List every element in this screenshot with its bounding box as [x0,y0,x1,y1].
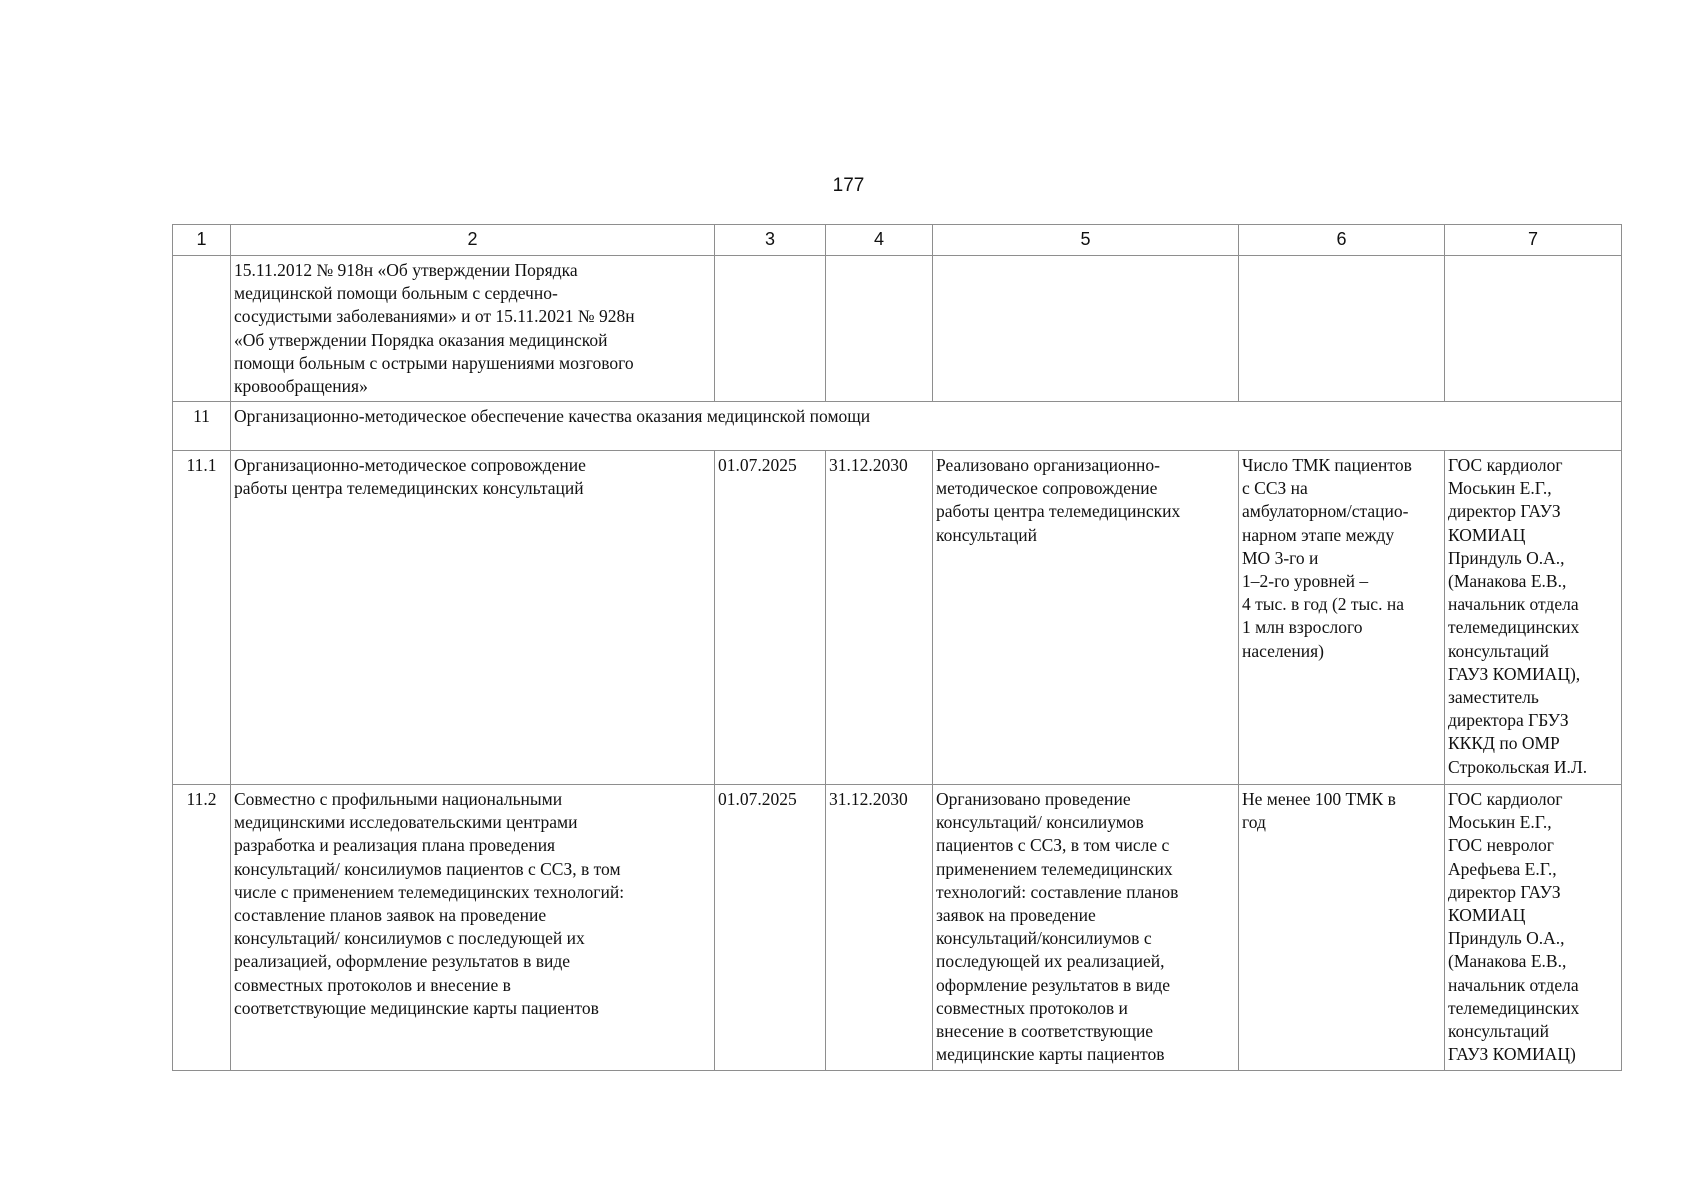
text-line: сосудистыми заболеваниями» и от 15.11.2021 № 928н [234,306,635,327]
text-line: 1–2-го уровней – [1242,571,1369,592]
result-cell [933,451,1239,785]
table-row [173,785,1622,1071]
text-line: нарном этапе между [1242,524,1395,545]
text-line: Организационно-методическое сопровождение [234,455,586,475]
row-number: 11.2 [173,785,231,1071]
text-line: директора ГБУЗ [1448,710,1569,731]
text-line: Число ТМК пациентов [1242,455,1412,475]
text-line: составление планов заявок на проведение [234,905,547,926]
text-line: применением телемедицинских [936,858,1173,879]
column-header-5: 5 [933,225,1239,256]
text-line: числе с применением телемедицинских технологий: [234,881,625,902]
text-line: Строкольская И.Л. [1448,756,1588,777]
section-title: Организационно-методическое обеспечение качества оказания медицинской помощи [231,402,1622,451]
text-line: ГОС кардиолог [1448,789,1563,809]
text-line: технологий: составление планов [936,881,1179,902]
text-line: 4 тыс. в год (2 тыс. на [1242,594,1404,615]
column-header-3: 3 [715,225,826,256]
text-line: медицинскими исследовательскими центрами [234,812,578,833]
text-line: Не менее 100 ТМК в [1242,789,1396,809]
column-header-1: 1 [173,225,231,256]
text-line: соответствующие медицинские карты пациентов [234,997,599,1018]
end-date: 31.12.2030 [826,785,933,1071]
text-line: Приндуль О.А., [1448,928,1565,949]
text-line: (Манакова Е.В., [1448,571,1567,592]
text-line: ГАУЗ КОМИАЦ) [1448,1044,1576,1065]
text-line: Организовано проведение [936,789,1131,809]
empty-cell [826,256,933,402]
empty-cell [173,256,231,402]
empty-cell [1445,256,1622,402]
text-line: внесение в соответствующие [936,1021,1154,1042]
text-line: Совместно с профильными национальными [234,789,563,809]
text-line: совместных протоколов и [936,997,1128,1018]
text-line: последующей их реализацией, [936,951,1165,972]
task-cell [231,451,715,785]
text-line: директор ГАУЗ [1448,501,1561,522]
text-line: медицинские карты пациентов [936,1044,1165,1065]
page-number: 177 [832,175,865,196]
text-line: консультаций/ консилиумов с последующей их [234,928,585,949]
text-line: «Об утверждении Порядка оказания медицинской [234,329,608,350]
text-line: медицинской помощи больным с сердечно- [234,283,558,304]
text-line: консультаций [1448,1021,1550,1042]
indicator-cell [1239,785,1445,1071]
column-number-header-row [173,225,1622,256]
result-cell [933,785,1239,1071]
text-line: телемедицинских [1448,997,1580,1018]
text-line: кровообращения» [234,376,368,397]
empty-cell [715,256,826,402]
text-line: 1 млн взрослого [1242,617,1363,638]
column-header-4: 4 [826,225,933,256]
text-line: консультаций [1448,640,1550,661]
continuation-row [173,256,1622,402]
column-header-7: 7 [1445,225,1622,256]
text-line: работы центра телемедицинских консультаций [234,478,584,499]
text-line: разработка и реализация плана проведения [234,835,556,856]
text-line: населения) [1242,640,1324,661]
text-line: ГАУЗ КОМИАЦ), [1448,663,1581,684]
action-plan-table [172,224,1622,1071]
section-row [173,402,1622,451]
continuation-text [231,256,715,402]
text-line: МО 3-го и [1242,547,1319,568]
column-header-2: 2 [231,225,715,256]
text-line: год [1242,812,1266,833]
column-header-6: 6 [1239,225,1445,256]
responsible-cell [1445,785,1622,1071]
text-line: Приндуль О.А., [1448,547,1565,568]
text-line: совместных протоколов и внесение в [234,974,511,995]
text-line: начальник отдела [1448,594,1579,615]
text-line: методическое сопровождение [936,478,1158,499]
text-line: начальник отдела [1448,974,1579,995]
text-line: пациентов с ССЗ, в том числе с [936,835,1170,856]
text-line: с ССЗ на [1242,478,1308,499]
start-date: 01.07.2025 [715,451,826,785]
text-line: КОМИАЦ [1448,905,1526,926]
text-line: работы центра телемедицинских [936,501,1181,522]
start-date: 01.07.2025 [715,785,826,1071]
text-line: КОМИАЦ [1448,524,1526,545]
text-line: помощи больным с острыми нарушениями мозгового [234,352,634,373]
empty-cell [1239,256,1445,402]
text-line: оформление результатов в виде [936,974,1170,995]
text-line: Моськин Е.Г., [1448,812,1552,833]
text-line: консультаций/ консилиумов [936,812,1144,833]
text-line: директор ГАУЗ [1448,881,1561,902]
end-date: 31.12.2030 [826,451,933,785]
text-line: ГОС кардиолог [1448,455,1563,475]
row-number: 11.1 [173,451,231,785]
text-line: заместитель [1448,687,1539,708]
empty-cell [933,256,1239,402]
text-line: телемедицинских [1448,617,1580,638]
text-line: заявок на проведение [936,905,1096,926]
text-line: реализацией, оформление результатов в виде [234,951,571,972]
indicator-cell [1239,451,1445,785]
text-line: Реализовано организационно- [936,455,1160,475]
text-line: Арефьева Е.Г., [1448,858,1557,879]
text-line: консультаций/ консилиумов пациентов с ССЗ, в том [234,858,621,879]
section-number: 11 [173,402,231,451]
text-line: КККД по ОМР [1448,733,1560,754]
text-line: консультаций [936,524,1038,545]
text-line: ГОС невролог [1448,835,1554,856]
text-line: амбулаторном/стацио- [1242,501,1409,522]
table-row [173,451,1622,785]
responsible-cell [1445,451,1622,785]
text-line: консультаций/консилиумов с [936,928,1152,949]
text-line: (Манакова Е.В., [1448,951,1567,972]
text-line: Моськин Е.Г., [1448,478,1552,499]
text-line: 15.11.2012 № 918н «Об утверждении Порядка [234,260,578,280]
task-cell [231,785,715,1071]
